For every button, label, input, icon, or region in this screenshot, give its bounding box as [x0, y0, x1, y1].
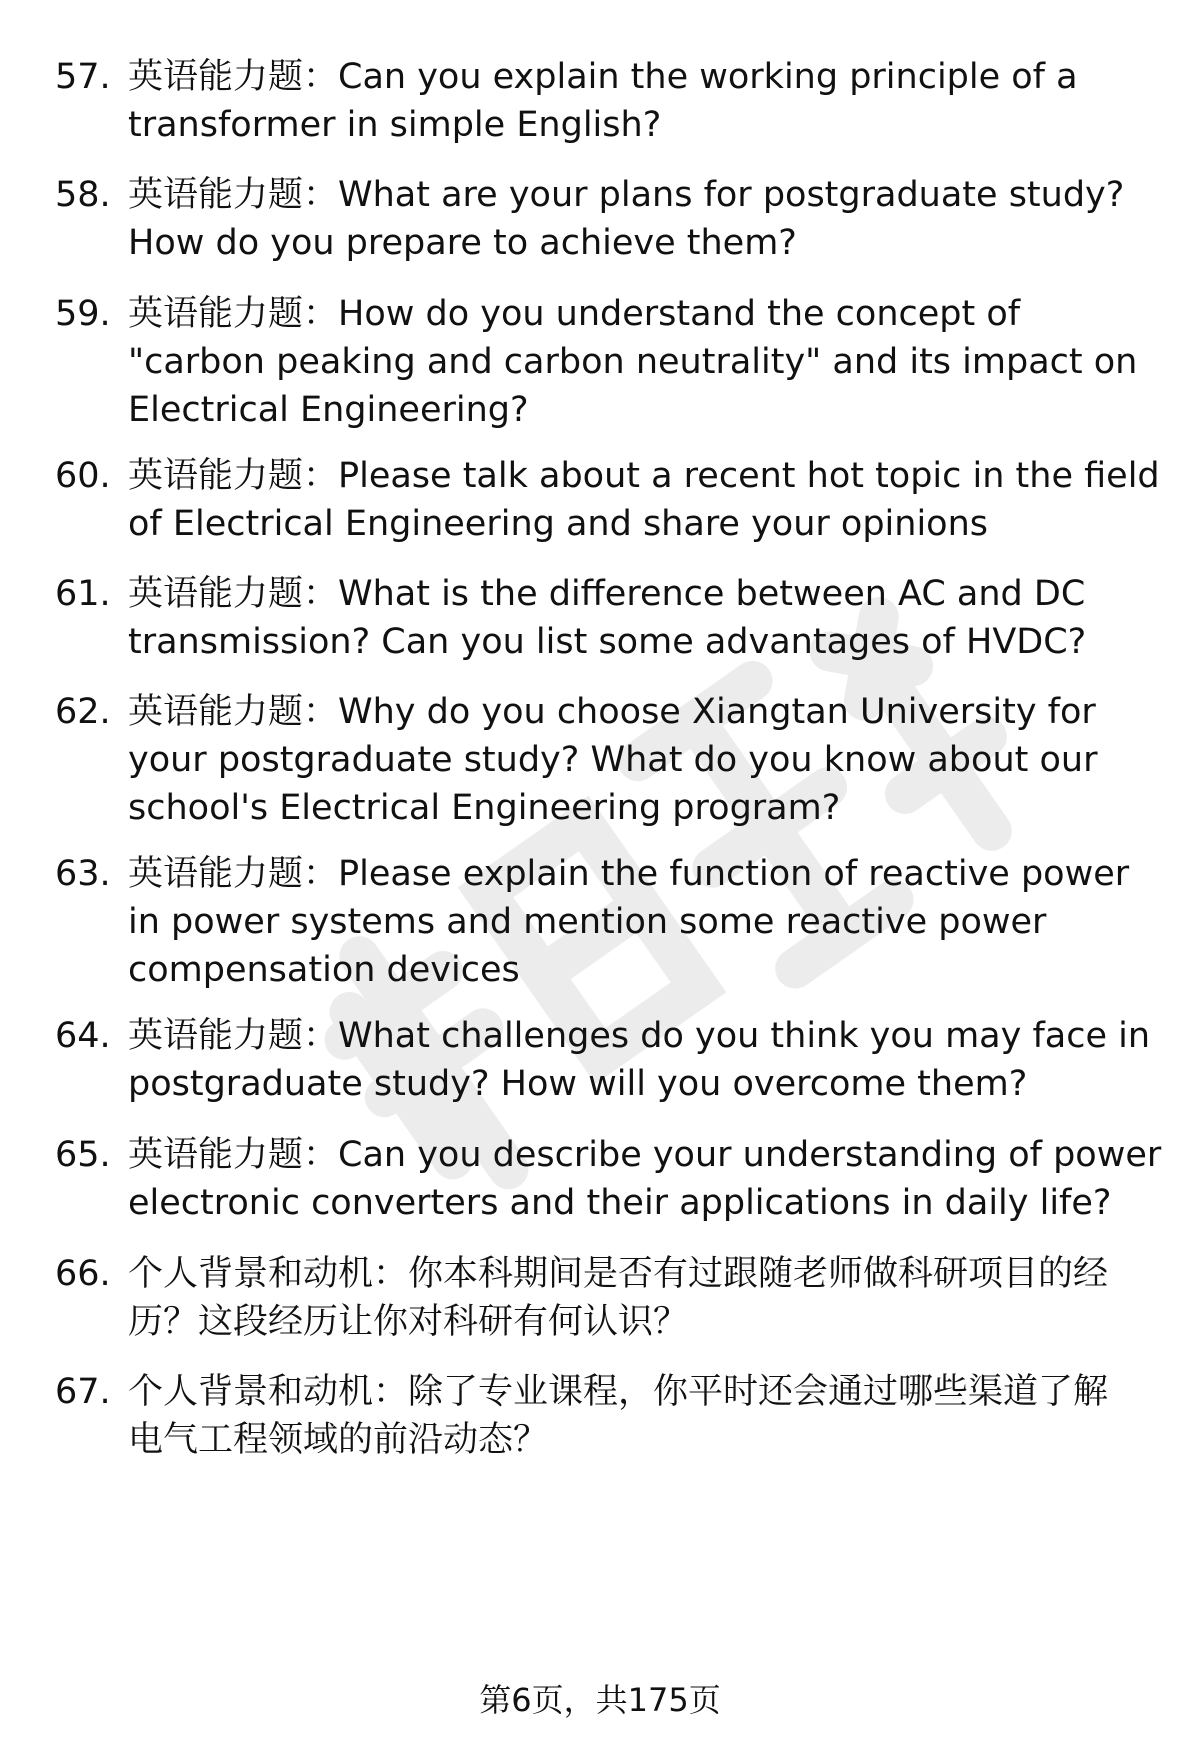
- question-text: 英语能力题：What are your plans for postgraduate study? How do you prepare to achieve them?: [128, 175, 1125, 263]
- question-number: 64.: [55, 1016, 111, 1056]
- question-number: 59.: [55, 294, 111, 334]
- question-text: 英语能力题：Please explain the function of reactive power in power systems and mention some reactive power compensation devices: [128, 854, 1130, 990]
- question-text: 英语能力题：How do you understand the concept of "carbon peaking and carbon neutrality" and its impact on Electrical Engineering?: [128, 294, 1138, 430]
- question-number: 61.: [55, 574, 111, 614]
- question-number: 67.: [55, 1372, 111, 1412]
- question-text: 英语能力题：What is the difference between AC and DC transmission? Can you list some advantages of HVDC?: [128, 574, 1087, 662]
- question-number: 60.: [55, 456, 111, 496]
- question-number: 63.: [55, 854, 111, 894]
- question-text: 个人背景和动机：你本科期间是否有过跟随老师做科研项目的经 历？这段经历让你对科研有何认识？: [128, 1254, 1109, 1342]
- question-text: 英语能力题：Can you describe your understanding of power electronic converters and their applications in daily life?: [128, 1135, 1162, 1223]
- page-footer: 第6页，共175页: [479, 1681, 721, 1719]
- question-text: 英语能力题：Please talk about a recent hot topic in the field of Electrical Engineering and share your opinions: [128, 456, 1160, 544]
- question-text: 个人背景和动机：除了专业课程，你平时还会通过哪些渠道了解 电气工程领域的前沿动态？: [128, 1372, 1109, 1460]
- question-number: 57.: [55, 57, 111, 97]
- question-text: 英语能力题：Can you explain the working principle of a transformer in simple English?: [128, 57, 1078, 145]
- question-number: 58.: [55, 175, 111, 215]
- question-text: 英语能力题：What challenges do you think you may face in postgraduate study? How will you overcome them?: [128, 1016, 1151, 1104]
- question-number: 66.: [55, 1254, 111, 1294]
- question-text: 英语能力题：Why do you choose Xiangtan University for your postgraduate study? What do you know about our school's Electrical Engineering program?: [128, 692, 1098, 828]
- question-number: 62.: [55, 692, 111, 732]
- question-number: 65.: [55, 1135, 111, 1175]
